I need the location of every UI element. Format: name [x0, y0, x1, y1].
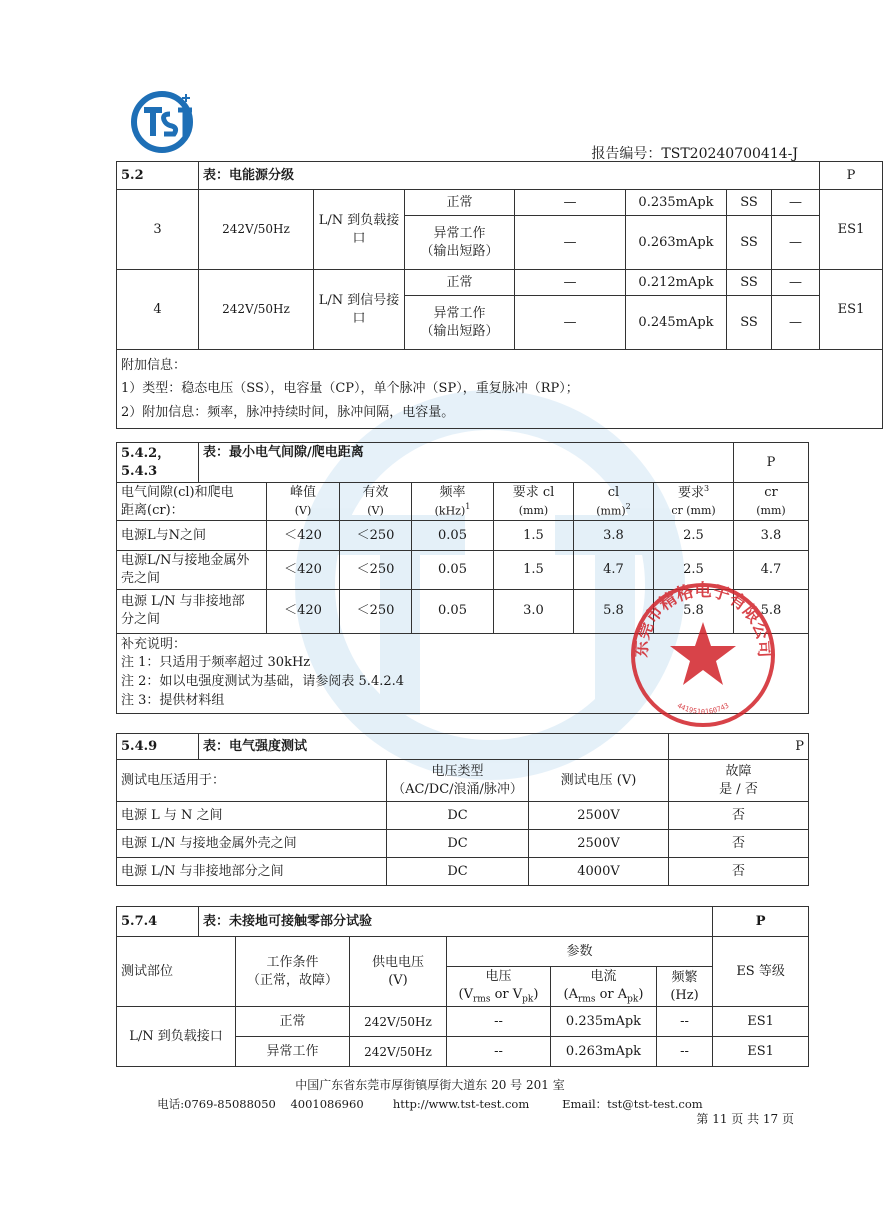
col-condition: 工作条件 （正常，故障）: [236, 937, 350, 1007]
current: 0.263mApk: [551, 1037, 657, 1067]
supply-voltage: 242V/50Hz: [199, 190, 314, 270]
clause-number: 5.2: [117, 162, 199, 190]
location: 电源L/N与接地金属外 壳之间: [117, 551, 267, 589]
freq: 0.05: [412, 589, 494, 633]
breakdown: 否: [669, 802, 809, 830]
dash: —: [772, 296, 820, 350]
condition-normal: 正常: [405, 190, 515, 216]
location: 电源 L/N 与接地金属外壳之间: [117, 830, 387, 858]
verdict: P: [713, 907, 809, 937]
req-cl: 3.0: [494, 589, 574, 633]
footer-address: 中国广东省东莞市厚街镇厚街大道东 20 号 201 室: [295, 1078, 565, 1092]
col-location: 测试电压适用于：: [117, 760, 387, 802]
table-energy-classification: [116, 161, 883, 429]
req-cr: 2.5: [654, 551, 734, 589]
col-location: 测试部位: [117, 937, 236, 1007]
es-class: ES1: [713, 1007, 809, 1037]
condition-abnormal: 异常工作 （输出短路）: [405, 296, 515, 350]
table-title: 表：电气强度测试: [199, 734, 669, 760]
es-class: ES1: [820, 270, 883, 350]
supply-voltage: 242V/50Hz: [350, 1007, 447, 1037]
type: SS: [727, 190, 772, 216]
col-cr: cr (mm): [734, 483, 809, 521]
svg-text:4419510160743: 4419510160743: [675, 701, 731, 716]
col-cl: cl (mm)$^2$: [574, 483, 654, 521]
col-frequency: 频繁 (Hz): [657, 967, 713, 1007]
type: SS: [727, 296, 772, 350]
table-row: [117, 830, 809, 858]
location: L/N 到信号接口: [314, 270, 405, 350]
table-row: [117, 521, 809, 551]
col-rms: 有效 (V): [340, 483, 412, 521]
frequency: --: [657, 1037, 713, 1067]
dash: —: [515, 216, 626, 270]
measured-value: 0.212mApk: [626, 270, 727, 296]
dash: —: [772, 190, 820, 216]
location: 电源 L/N 与非接地部分之间: [117, 858, 387, 886]
table-title: 表：最小电气间隙/爬电距离: [199, 443, 734, 483]
dash: —: [515, 190, 626, 216]
measured-value: 0.263mApk: [626, 216, 727, 270]
col-test-voltage: 测试电压 (V): [529, 760, 669, 802]
breakdown: 否: [669, 858, 809, 886]
test-voltage: 2500V: [529, 830, 669, 858]
breakdown: 否: [669, 830, 809, 858]
measured-value: 0.235mApk: [626, 190, 727, 216]
req-cr: 5.8: [654, 589, 734, 633]
freq: 0.05: [412, 551, 494, 589]
peak: ＜420: [267, 589, 340, 633]
col-parameters: 参数: [447, 937, 713, 967]
table-accessible-parts: [116, 906, 809, 1067]
verdict: P: [734, 443, 809, 483]
table-title: 表：电能源分级: [199, 162, 820, 190]
col-freq: 频率 (kHz)$^1$: [412, 483, 494, 521]
location: L/N 到负载接口: [314, 190, 405, 270]
notes-row: [117, 350, 883, 429]
clause-number: 5.4.2， 5.4.3: [117, 443, 199, 483]
measured-value: 0.245mApk: [626, 296, 727, 350]
page-number: 第 11 页 共 17 页: [696, 1112, 794, 1126]
cr: 3.8: [734, 521, 809, 551]
es-class: ES1: [713, 1037, 809, 1067]
col-req-cr: 要求$^3$ cr (mm): [654, 483, 734, 521]
req-cl: 1.5: [494, 521, 574, 551]
dash: —: [772, 216, 820, 270]
voltage-type: DC: [387, 802, 529, 830]
type: SS: [727, 216, 772, 270]
req-cl: 1.5: [494, 551, 574, 589]
current: 0.235mApk: [551, 1007, 657, 1037]
cl: 4.7: [574, 551, 654, 589]
table-header-row: [117, 483, 809, 521]
req-cr: 2.5: [654, 521, 734, 551]
col-es-class: ES 等级: [713, 937, 809, 1007]
cr: 4.7: [734, 551, 809, 589]
es-class: ES1: [820, 190, 883, 270]
cl: 5.8: [574, 589, 654, 633]
voltage: --: [447, 1007, 551, 1037]
col-breakdown: 故障 是 / 否: [669, 760, 809, 802]
cr: 5.8: [734, 589, 809, 633]
peak: ＜420: [267, 551, 340, 589]
table-row: [117, 1007, 809, 1037]
col-voltage: 电压 ($V_{rms}$ or $V_{pk}$): [447, 967, 551, 1007]
supply-voltage: 242V/50Hz: [350, 1037, 447, 1067]
clause-number: 5.4.9: [117, 734, 199, 760]
voltage: --: [447, 1037, 551, 1067]
col-current: 电流 ($A_{rms}$ or $A_{pk}$): [551, 967, 657, 1007]
location: L/N 到负载接口: [117, 1007, 236, 1067]
verdict: P: [669, 734, 809, 760]
clause-number: 5.7.4: [117, 907, 199, 937]
table-electric-strength: [116, 733, 809, 886]
row-number: 3: [117, 190, 199, 270]
verdict: P: [820, 162, 883, 190]
condition-normal: 正常: [405, 270, 515, 296]
location: 电源L与N之间: [117, 521, 267, 551]
svg-text:东莞市精格电子有限公司: 东莞市精格电子有限公司: [631, 580, 775, 658]
voltage-type: DC: [387, 830, 529, 858]
dash: —: [515, 270, 626, 296]
table-row: [117, 802, 809, 830]
table-row: [117, 190, 883, 216]
company-logo: [130, 88, 200, 152]
dash: —: [772, 270, 820, 296]
col-req-cl: 要求 cl (mm): [494, 483, 574, 521]
company-seal: [628, 580, 778, 730]
col-supply-voltage: 供电电压 (V): [350, 937, 447, 1007]
cl: 3.8: [574, 521, 654, 551]
freq: 0.05: [412, 521, 494, 551]
location: 电源 L/N 与非接地部 分之间: [117, 589, 267, 633]
peak: ＜420: [267, 521, 340, 551]
condition: 正常: [236, 1007, 350, 1037]
report-number: 报告编号：TST20240700414-J: [591, 146, 798, 162]
row-number: 4: [117, 270, 199, 350]
additional-info: 附加信息： 1）类型：稳态电压（SS），电容量（CP），单个脉冲（SP），重复脉冲（RP）； 2）附加信息：频率，脉冲持续时间，脉冲间隔，电容量。: [117, 350, 883, 429]
location: 电源 L 与 N 之间: [117, 802, 387, 830]
col-voltage-type: 电压类型 （AC/DC/浪涌/脉冲）: [387, 760, 529, 802]
test-voltage: 4000V: [529, 858, 669, 886]
table-header-row: [117, 760, 809, 802]
col-location: 电气间隙(cl)和爬电 距离(cr)：: [117, 483, 267, 521]
condition-abnormal: 异常工作 （输出短路）: [405, 216, 515, 270]
voltage-type: DC: [387, 858, 529, 886]
col-peak: 峰值 (V): [267, 483, 340, 521]
rms: ＜250: [340, 551, 412, 589]
supply-voltage: 242V/50Hz: [199, 270, 314, 350]
supplementary-notes: 补充说明： 注 1：只适用于频率超过 30kHz 注 2：如以电强度测试为基础，请参阅表 5.4.2.4 注 3：提供材料组: [117, 633, 809, 713]
rms: ＜250: [340, 521, 412, 551]
footer-contact: 电话:0769-85088050 4001086960 http://www.tst-test.com Email：tst@tst-test.com: [157, 1097, 703, 1111]
dash: —: [515, 296, 626, 350]
frequency: --: [657, 1007, 713, 1037]
table-title: 表：未接地可接触零部分试验: [199, 907, 713, 937]
table-header-row: [117, 937, 809, 967]
condition: 异常工作: [236, 1037, 350, 1067]
rms: ＜250: [340, 589, 412, 633]
table-row: [117, 858, 809, 886]
type: SS: [727, 270, 772, 296]
test-voltage: 2500V: [529, 802, 669, 830]
table-row: [117, 270, 883, 296]
